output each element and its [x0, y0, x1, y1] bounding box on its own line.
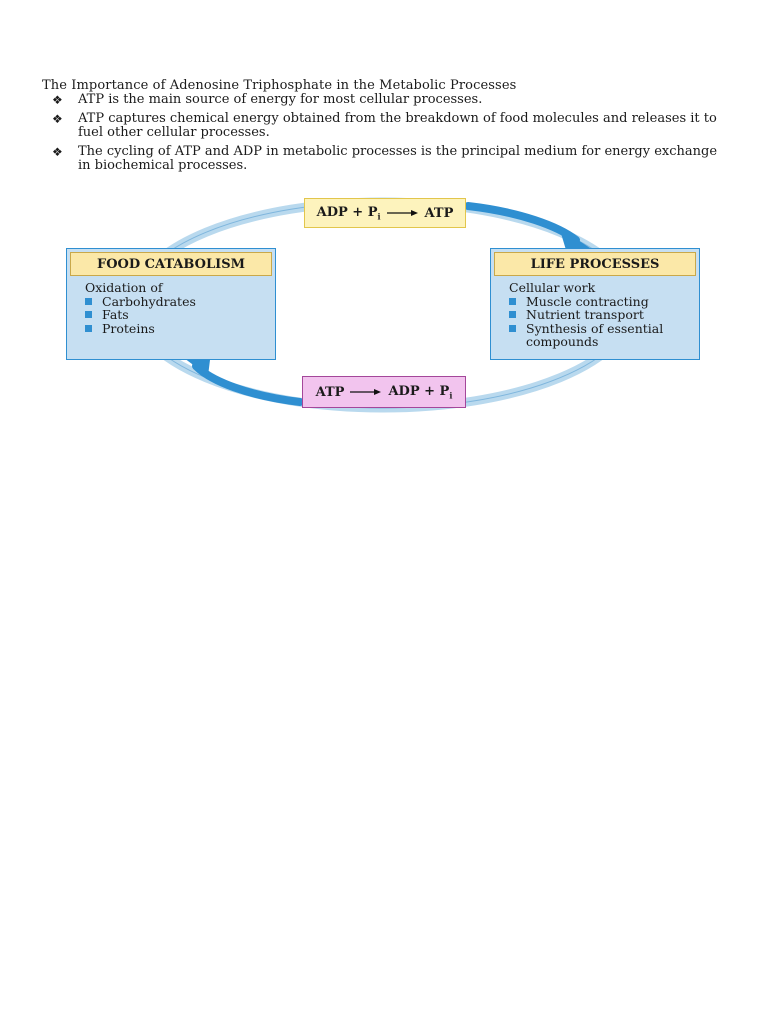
bullet-text: ATP is the main source of energy for most cellular processes.	[78, 92, 483, 107]
square-bullet-icon	[509, 311, 516, 318]
square-bullet-icon	[85, 325, 92, 332]
box-header: LIFE PROCESSES	[494, 252, 696, 276]
diamond-bullet-icon: ❖	[52, 145, 63, 159]
diamond-bullet-icon: ❖	[52, 112, 63, 126]
square-bullet-icon	[509, 298, 516, 305]
page-title: The Importance of Adenosine Triphosphate in the Metabolic Processes	[42, 78, 517, 93]
list-item: Fats	[85, 308, 267, 322]
reaction-arrow-icon	[387, 209, 419, 217]
list-item: Proteins	[85, 322, 267, 336]
equation-product: ATP	[424, 205, 454, 221]
list-item: Carbohydrates	[85, 295, 267, 309]
box-header: FOOD CATABOLISM	[70, 252, 272, 276]
reaction-arrow-icon	[350, 388, 382, 396]
square-bullet-icon	[85, 298, 92, 305]
equation-product: ADP + $P_i$	[388, 383, 453, 401]
life-processes-box	[490, 248, 700, 360]
square-bullet-icon	[85, 311, 92, 318]
bullet-text: The cycling of ATP and ADP in metabolic processes is the principal medium for energy exchange in biochemical processes.	[78, 144, 718, 173]
square-bullet-icon	[509, 325, 516, 332]
diamond-bullet-icon: ❖	[52, 93, 63, 107]
list-item: Nutrient transport	[509, 308, 691, 322]
food-catabolism-box	[66, 248, 276, 360]
atp-to-adp-equation	[302, 376, 466, 408]
list-item: Muscle contracting	[509, 295, 691, 309]
box-intro: Cellular work	[509, 280, 596, 295]
adp-to-atp-equation	[304, 198, 466, 228]
box-intro: Oxidation of	[85, 280, 163, 295]
equation-reactant: ATP	[315, 384, 345, 400]
bullet-text: ATP captures chemical energy obtained from the breakdown of food molecules and releases it to fuel other cellular processes.	[78, 111, 717, 140]
equation-reactant: ADP + $P_i$	[316, 204, 381, 222]
list-item: Synthesis of essential compounds	[509, 322, 691, 349]
